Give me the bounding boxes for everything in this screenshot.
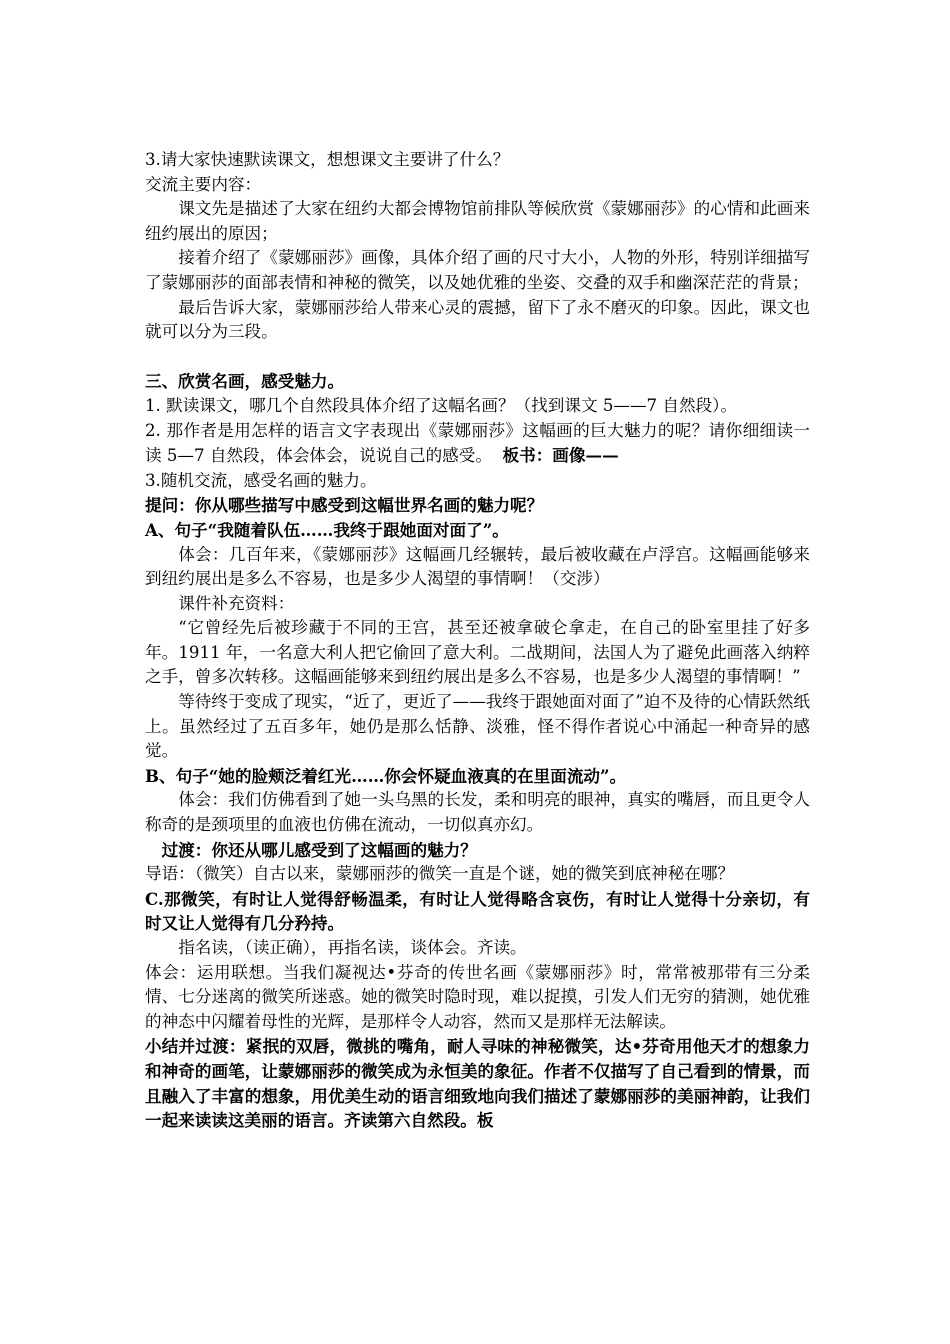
reading-instruction: 指名读，（读正确），再指名读，谈体会。齐读。: [178, 938, 527, 957]
blank-line: [145, 345, 810, 370]
document-body: [145, 148, 810, 1133]
board-note: 板书：画像——: [502, 445, 619, 466]
sentence-c-feeling: 体会：运用联想。当我们凝视达•芬奇的传世名画《蒙娜丽莎》时，常常被那带有三分柔情、七分迷离的微笑所迷惑。她的微笑时隐时现，难以捉摸，引发人们无穷的猜测，她优雅的神态中闪耀着母性的光辉，是那样令人动容，然而又是那样无法解读。: [145, 962, 810, 1031]
paragraph-part-1: 课文先是描述了大家在纽约大都会博物馆前排队等候欣赏《蒙娜丽莎》的心情和此画来纽约展出的原因；: [145, 199, 810, 243]
sentence-a-wait: 等待终于变成了现实，“近了，更近了——我终于跟她面对面了”迫不及待的心情跃然纸上。虽然经过了五百多年，她仍是那么恬静、淡雅，怪不得作者说心中涌起一种奇异的感觉。: [145, 692, 810, 761]
sentence-a-feeling: 体会：几百年来，《蒙娜丽莎》这幅画几经辗转，最后被收藏在卢浮宫。这幅画能够来到纽约展出是多么不容易，也是多少人渴望的事情啊！（交涉）: [145, 544, 810, 589]
transition-line: 过渡：你还从哪儿感受到了这幅画的魅力？: [161, 839, 477, 860]
paragraph-exchange-label: 交流主要内容：: [145, 174, 262, 194]
supplement-quote: “它曾经先后被珍藏于不同的王宫，甚至还被拿破仑拿走，在自己的卧室里挂了好多年。1911 年，一名意大利人把它偷回了意大利。二战期间，法国人为了避免此画落入纳粹之手，曾多次转移。这幅画能够来到纽约展出是多么不容易，也是多少人渴望的事情啊！”: [145, 618, 810, 687]
question-2: [145, 419, 810, 469]
summary-transition: 小结并过渡：紧抿的双唇，微挑的嘴角，耐人寻味的神秘微笑，达•芬奇用他天才的想象力和神奇的画笔，让蒙娜丽莎的微笑成为永恒美的象征。作者不仅描写了自己看到的情景，而且融入了丰富的想象，用优美生动的语言细致地向我们描述了蒙娜丽莎的美丽神韵，让我们一起来读读这美丽的语言。齐读第六自然段。板: [145, 1036, 810, 1131]
paragraph-part-3: 最后告诉大家，蒙娜丽莎给人带来心灵的震撼，留下了永不磨灭的印象。因此，课文也就可以分为三段。: [145, 297, 810, 342]
question-1: 1. 默读课文，哪几个自然段具体介绍了这幅名画？（找到课文 5——7 自然段）。: [145, 395, 738, 415]
paragraph-part-2: 接着介绍了《蒙娜丽莎》画像，具体介绍了画的尺寸大小，人物的外形，特别详细描写了蒙娜丽莎的面部表情和神秘的微笑，以及她优雅的坐姿、交叠的双手和幽深茫茫的背景；: [145, 248, 810, 292]
section-heading-3: 三、欣赏名画，感受魅力。: [145, 371, 345, 392]
sentence-c-title: C.那微笑，有时让人觉得舒畅温柔，有时让人觉得略含哀伤，有时让人觉得十分亲切，有时又让人觉得有几分矜持。: [145, 888, 810, 934]
question-3: 3.随机交流，感受名画的魅力。: [145, 470, 377, 490]
question-2-text: 2. 那作者是用怎样的语言文字表现出《蒙娜丽莎》这幅画的巨大魅力的呢？请你细细读一读 5—7 自然段，体会体会，说说自己的感受。: [145, 420, 810, 466]
supplement-label: 课件补充资料：: [178, 593, 295, 613]
sentence-a-title: A、句子“我随着队伍……我终于跟她面对面了”。: [145, 519, 509, 540]
sentence-b-feeling: 体会：我们仿佛看到了她一头乌黑的长发，柔和明亮的眼神，真实的嘴唇，而且更令人称奇的是颈项里的血液也仿佛在流动，一切似真亦幻。: [145, 790, 810, 835]
paragraph-task-3: 3.请大家快速默读课文，想想课文主要讲了什么？: [145, 150, 510, 169]
sentence-b-title: B、句子“她的脸颊泛着红光……你会怀疑血液真的在里面流动”。: [145, 765, 627, 786]
teacher-question: 提问：你从哪些描写中感受到这幅世界名画的魅力呢？: [145, 495, 544, 516]
guide-line: 导语：（微笑）自古以来，蒙娜丽莎的微笑一直是个谜，她的微笑到底神秘在哪？: [145, 864, 735, 884]
